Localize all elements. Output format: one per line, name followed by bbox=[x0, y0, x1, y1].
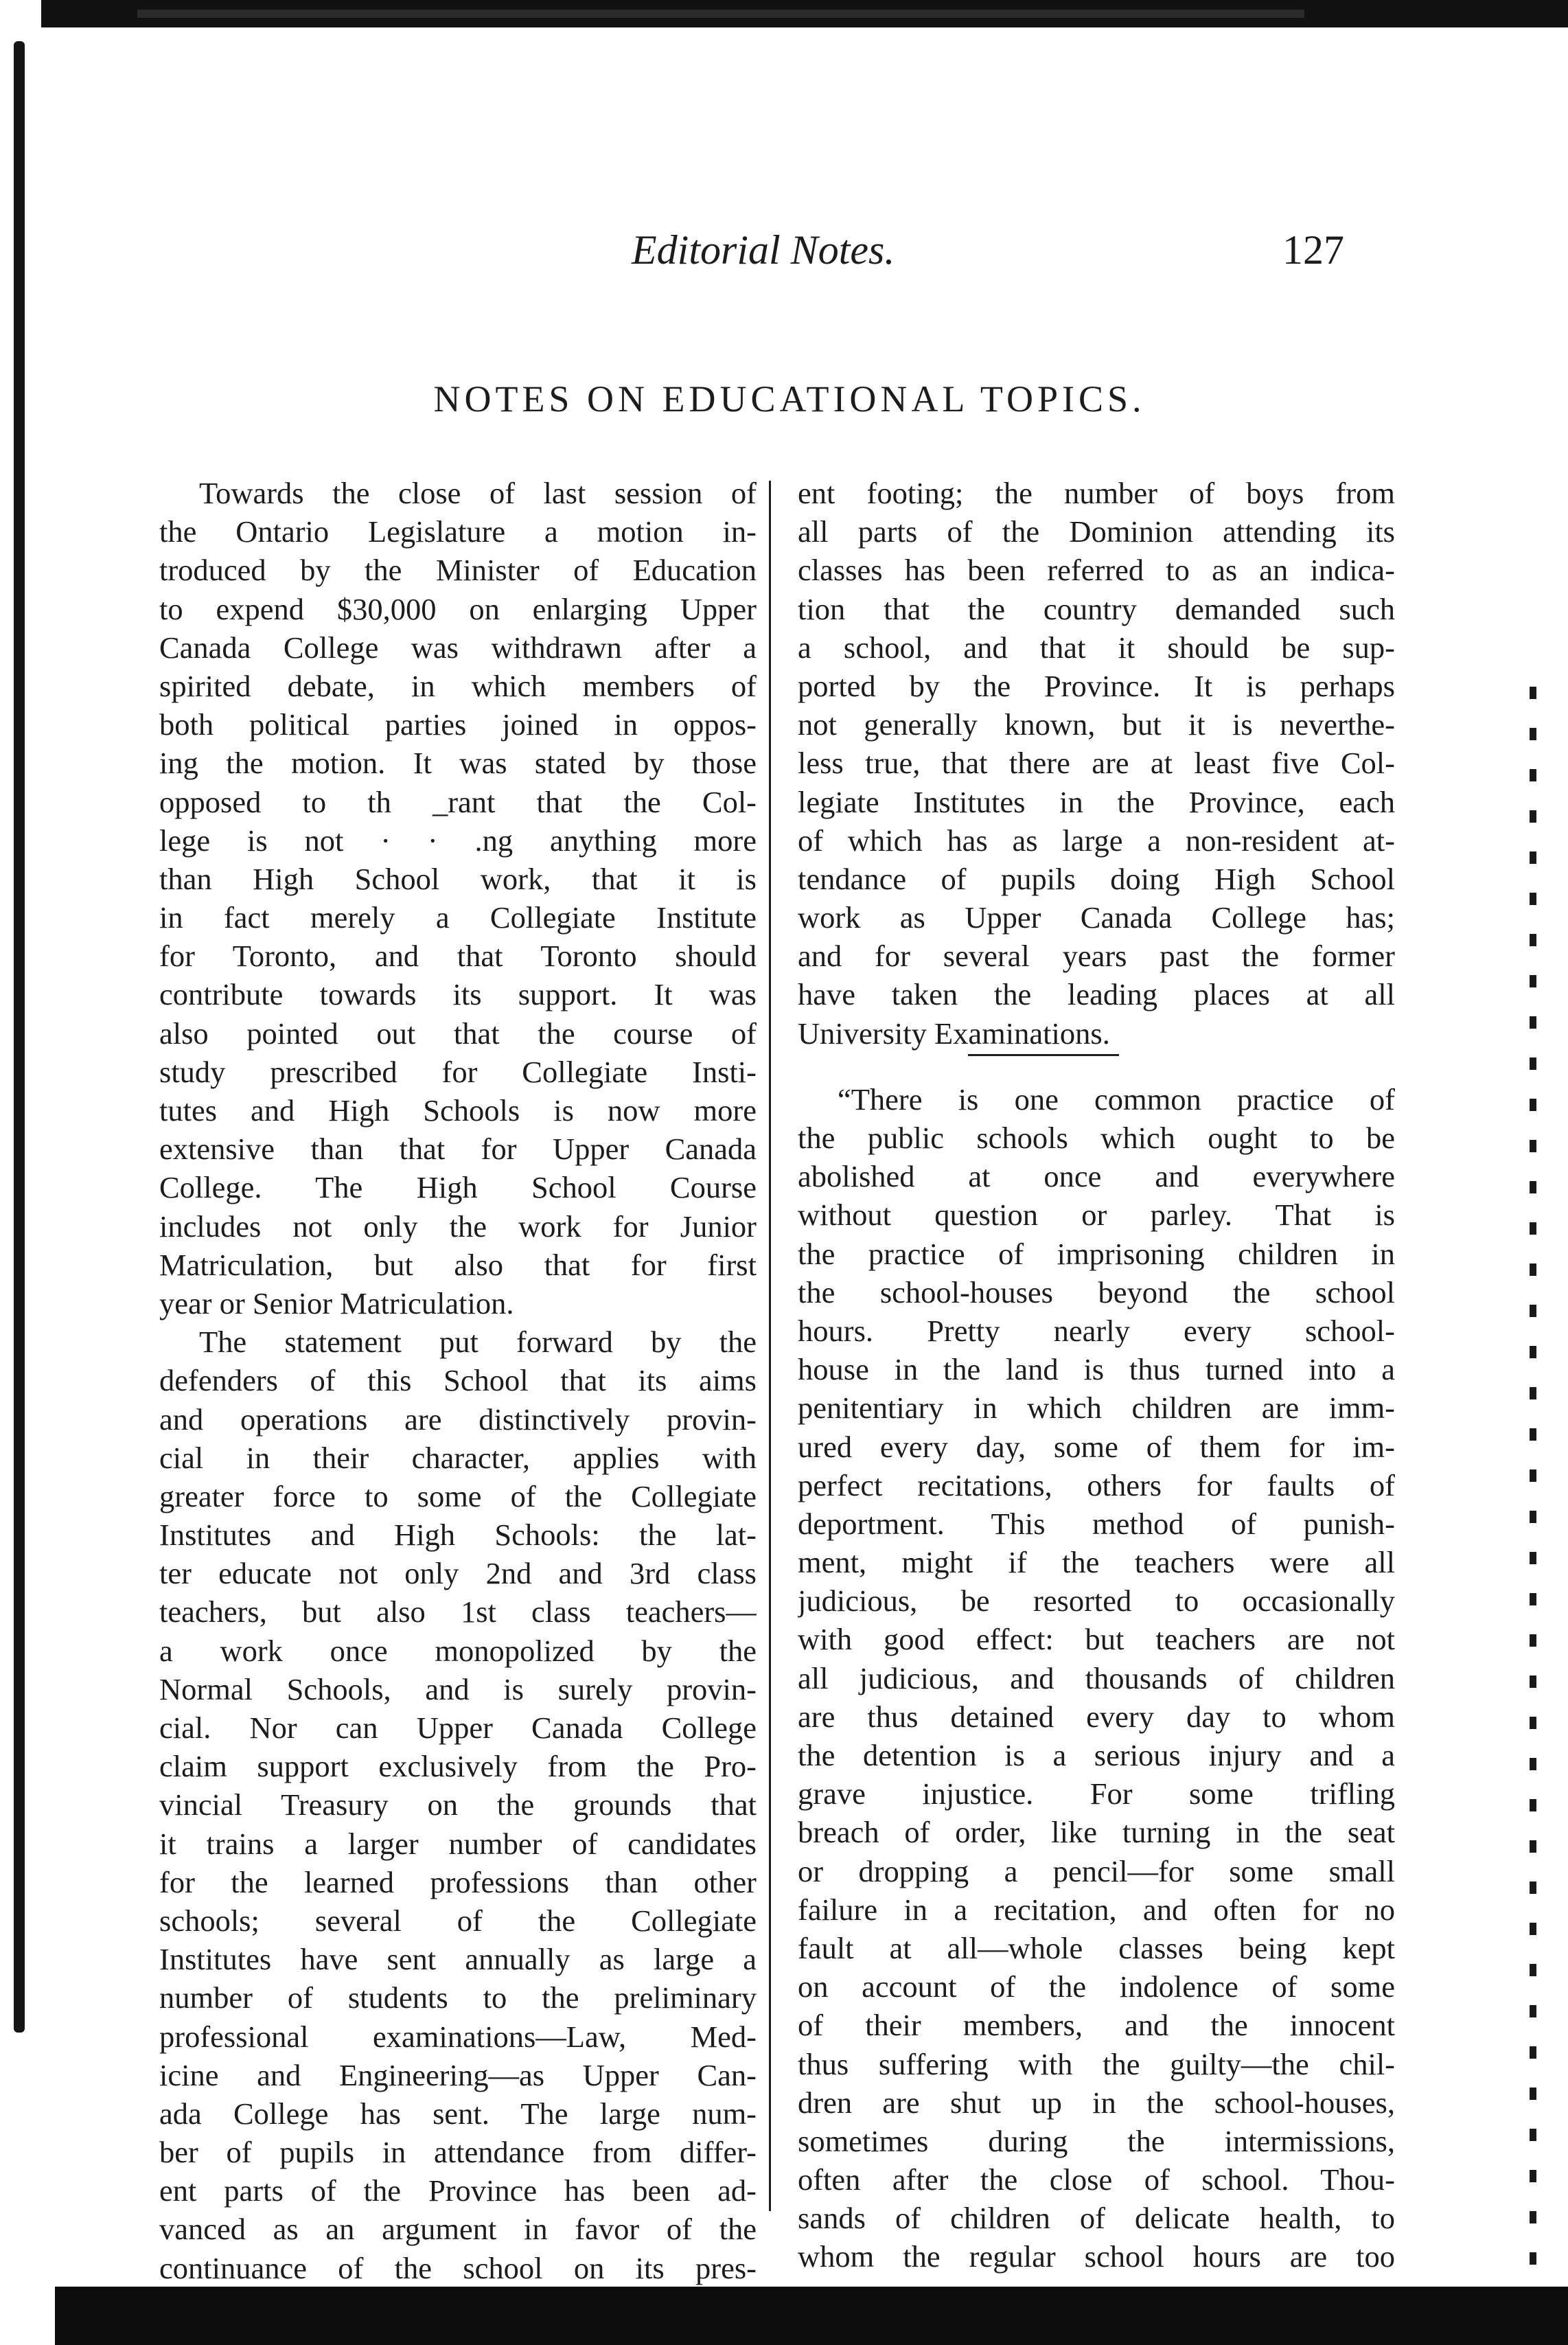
text-line: also pointed out that the course of bbox=[159, 1016, 757, 1051]
text-line: house in the land is thus turned into a bbox=[798, 1352, 1395, 1387]
text-line: in fact merely a Collegiate Institute bbox=[159, 900, 757, 935]
text-line: the detention is a serious injury and a bbox=[798, 1738, 1395, 1772]
right-column bbox=[798, 474, 1395, 2276]
text-line: and for several years past the former bbox=[798, 939, 1395, 974]
text-line: on account of the indolence of some bbox=[798, 1969, 1395, 2004]
text-line: defenders of this School that its aims bbox=[159, 1363, 757, 1398]
text-line: hours. Pretty nearly every school- bbox=[798, 1313, 1395, 1348]
text-line: ported by the Province. It is perhaps bbox=[798, 668, 1395, 703]
text-line: Canada College was withdrawn after a bbox=[159, 630, 757, 665]
text-line: spirited debate, in which members of bbox=[159, 668, 757, 703]
text-line: lege is not · · .ng anything more bbox=[159, 823, 757, 858]
text-line: for the learned professions than other bbox=[159, 1864, 757, 1899]
text-line: a work once monopolized by the bbox=[159, 1633, 757, 1668]
text-line: legiate Institutes in the Province, each bbox=[798, 784, 1395, 819]
text-line: schools; several of the Collegiate bbox=[159, 1903, 757, 1938]
text-line: ent footing; the number of boys from bbox=[798, 476, 1395, 510]
column-rule bbox=[769, 481, 771, 2211]
scan-border-right bbox=[1530, 687, 1536, 2280]
paragraph-gap bbox=[798, 1066, 1395, 1080]
text-line: contribute towards its support. It was bbox=[159, 977, 757, 1012]
text-line: year or Senior Matriculation. bbox=[159, 1285, 514, 1320]
text-line: cial in their character, applies with bbox=[159, 1440, 757, 1475]
text-line: grave injustice. For some trifling bbox=[798, 1776, 1395, 1811]
text-line: are thus detained every day to whom bbox=[798, 1699, 1395, 1734]
text-line: judicious, be resorted to occasionally bbox=[798, 1583, 1395, 1618]
text-line: tendance of pupils doing High School bbox=[798, 861, 1395, 896]
text-line: perfect recitations, others for faults of bbox=[798, 1467, 1395, 1502]
text-line: cial. Nor can Upper Canada College bbox=[159, 1711, 757, 1745]
text-line: and operations are distinctively provin- bbox=[159, 1402, 757, 1437]
text-line: often after the close of school. Thou- bbox=[798, 2162, 1395, 2197]
text-line: Institutes have sent annually as large a bbox=[159, 1942, 757, 1977]
text-line: professional examinations—Law, Med- bbox=[159, 2019, 757, 2054]
text-line: whom the regular school hours are too bbox=[798, 2239, 1395, 2274]
text-line: icine and Engineering—as Upper Can- bbox=[159, 2057, 757, 2092]
text-line: opposed to th _rant that the Col- bbox=[159, 784, 757, 819]
text-line: failure in a recitation, and often for no bbox=[798, 1892, 1395, 1927]
text-line: or dropping a pencil—for some small bbox=[798, 1853, 1395, 1888]
text-line: have taken the leading places at all bbox=[798, 977, 1395, 1012]
text-line: tion that the country demanded such bbox=[798, 591, 1395, 626]
text-line: without question or parley. That is bbox=[798, 1198, 1395, 1233]
text-line: University Examinations. bbox=[798, 1016, 1110, 1051]
text-line: a school, and that it should be sup- bbox=[798, 630, 1395, 665]
text-line: vanced as an argument in favor of the bbox=[159, 2212, 757, 2247]
scan-border-top-inner bbox=[137, 10, 1304, 18]
text-line: the school-houses beyond the school bbox=[798, 1274, 1395, 1309]
left-column bbox=[159, 474, 757, 2287]
text-line: troduced by the Minister of Education bbox=[159, 553, 757, 588]
text-line: breach of order, like turning in the seat bbox=[798, 1815, 1395, 1850]
text-line: of which has as large a non-resident at- bbox=[798, 823, 1395, 858]
page-number: 127 bbox=[1282, 227, 1344, 273]
text-line: the practice of imprisoning children in bbox=[798, 1236, 1395, 1271]
text-line: ment, might if the teachers were all bbox=[798, 1545, 1395, 1580]
text-line: ada College has sent. The large num- bbox=[159, 2096, 757, 2131]
text-line: the public schools which ought to be bbox=[798, 1121, 1395, 1155]
text-line: with good effect: but teachers are not bbox=[798, 1622, 1395, 1657]
text-line: sometimes during the intermissions, bbox=[798, 2123, 1395, 2158]
text-line: tutes and High Schools is now more bbox=[159, 1093, 757, 1128]
running-head bbox=[0, 227, 1568, 282]
text-line: ber of pupils in attendance from differ- bbox=[159, 2135, 757, 2170]
text-line: both political parties joined in oppos- bbox=[159, 707, 757, 742]
text-line: claim support exclusively from the Pro- bbox=[159, 1749, 757, 1784]
section-divider bbox=[968, 1054, 1119, 1056]
text-line: “There is one common practice of bbox=[838, 1082, 1395, 1117]
text-line: than High School work, that it is bbox=[159, 861, 757, 896]
text-line: sands of children of delicate health, to bbox=[798, 2201, 1395, 2236]
text-line: continuance of the school on its pres- bbox=[159, 2250, 757, 2285]
running-title: Editorial Notes. bbox=[632, 227, 895, 273]
text-line: to expend $30,000 on enlarging Upper bbox=[159, 591, 757, 626]
text-line: the Ontario Legislature a motion in- bbox=[159, 514, 757, 549]
text-line: teachers, but also 1st class teachers— bbox=[159, 1594, 757, 1629]
text-line: it trains a larger number of candidates bbox=[159, 1826, 757, 1861]
text-line: ent parts of the Province has been ad- bbox=[159, 2173, 757, 2208]
text-line: dren are shut up in the school-houses, bbox=[798, 2085, 1395, 2120]
scan-border-left bbox=[14, 41, 25, 2033]
text-line: Institutes and High Schools: the lat- bbox=[159, 1518, 757, 1553]
text-line: abolished at once and everywhere bbox=[798, 1159, 1395, 1194]
section-heading: NOTES ON EDUCATIONAL TOPICS. bbox=[433, 378, 1146, 420]
text-line: all judicious, and thousands of children bbox=[798, 1660, 1395, 1695]
scan-border-bottom bbox=[55, 2287, 1568, 2345]
text-line: greater force to some of the Collegiate bbox=[159, 1478, 757, 1513]
text-line: less true, that there are at least five Col- bbox=[798, 746, 1395, 781]
text-line: all parts of the Dominion attending its bbox=[798, 514, 1395, 549]
text-line: deportment. This method of punish- bbox=[798, 1506, 1395, 1541]
text-line: for Toronto, and that Toronto should bbox=[159, 939, 757, 974]
text-line: ing the motion. It was stated by those bbox=[159, 746, 757, 781]
text-line: The statement put forward by the bbox=[199, 1325, 757, 1360]
text-line: of their members, and the innocent bbox=[798, 2008, 1395, 2043]
text-line: includes not only the work for Junior bbox=[159, 1209, 757, 1244]
text-line: ured every day, some of them for im- bbox=[798, 1429, 1395, 1464]
text-line: work as Upper Canada College has; bbox=[798, 900, 1395, 935]
text-line: penitentiary in which children are imm- bbox=[798, 1391, 1395, 1426]
text-line: vincial Treasury on the grounds that bbox=[159, 1787, 757, 1822]
text-line: fault at all—whole classes being kept bbox=[798, 1930, 1395, 1965]
text-line: study prescribed for Collegiate Insti- bbox=[159, 1054, 757, 1089]
text-line: College. The High School Course bbox=[159, 1170, 757, 1205]
text-line: Towards the close of last session of bbox=[199, 476, 757, 510]
text-line: ter educate not only 2nd and 3rd class bbox=[159, 1556, 757, 1591]
text-line: not generally known, but it is neverthe- bbox=[798, 707, 1395, 742]
text-line: number of students to the preliminary bbox=[159, 1980, 757, 2015]
text-line: thus suffering with the guilty—the chil- bbox=[798, 2046, 1395, 2081]
text-line: classes has been referred to as an indica- bbox=[798, 553, 1395, 588]
text-line: Normal Schools, and is surely provin- bbox=[159, 1671, 757, 1706]
text-line: Matriculation, but also that for first bbox=[159, 1247, 757, 1282]
text-line: extensive than that for Upper Canada bbox=[159, 1132, 757, 1167]
